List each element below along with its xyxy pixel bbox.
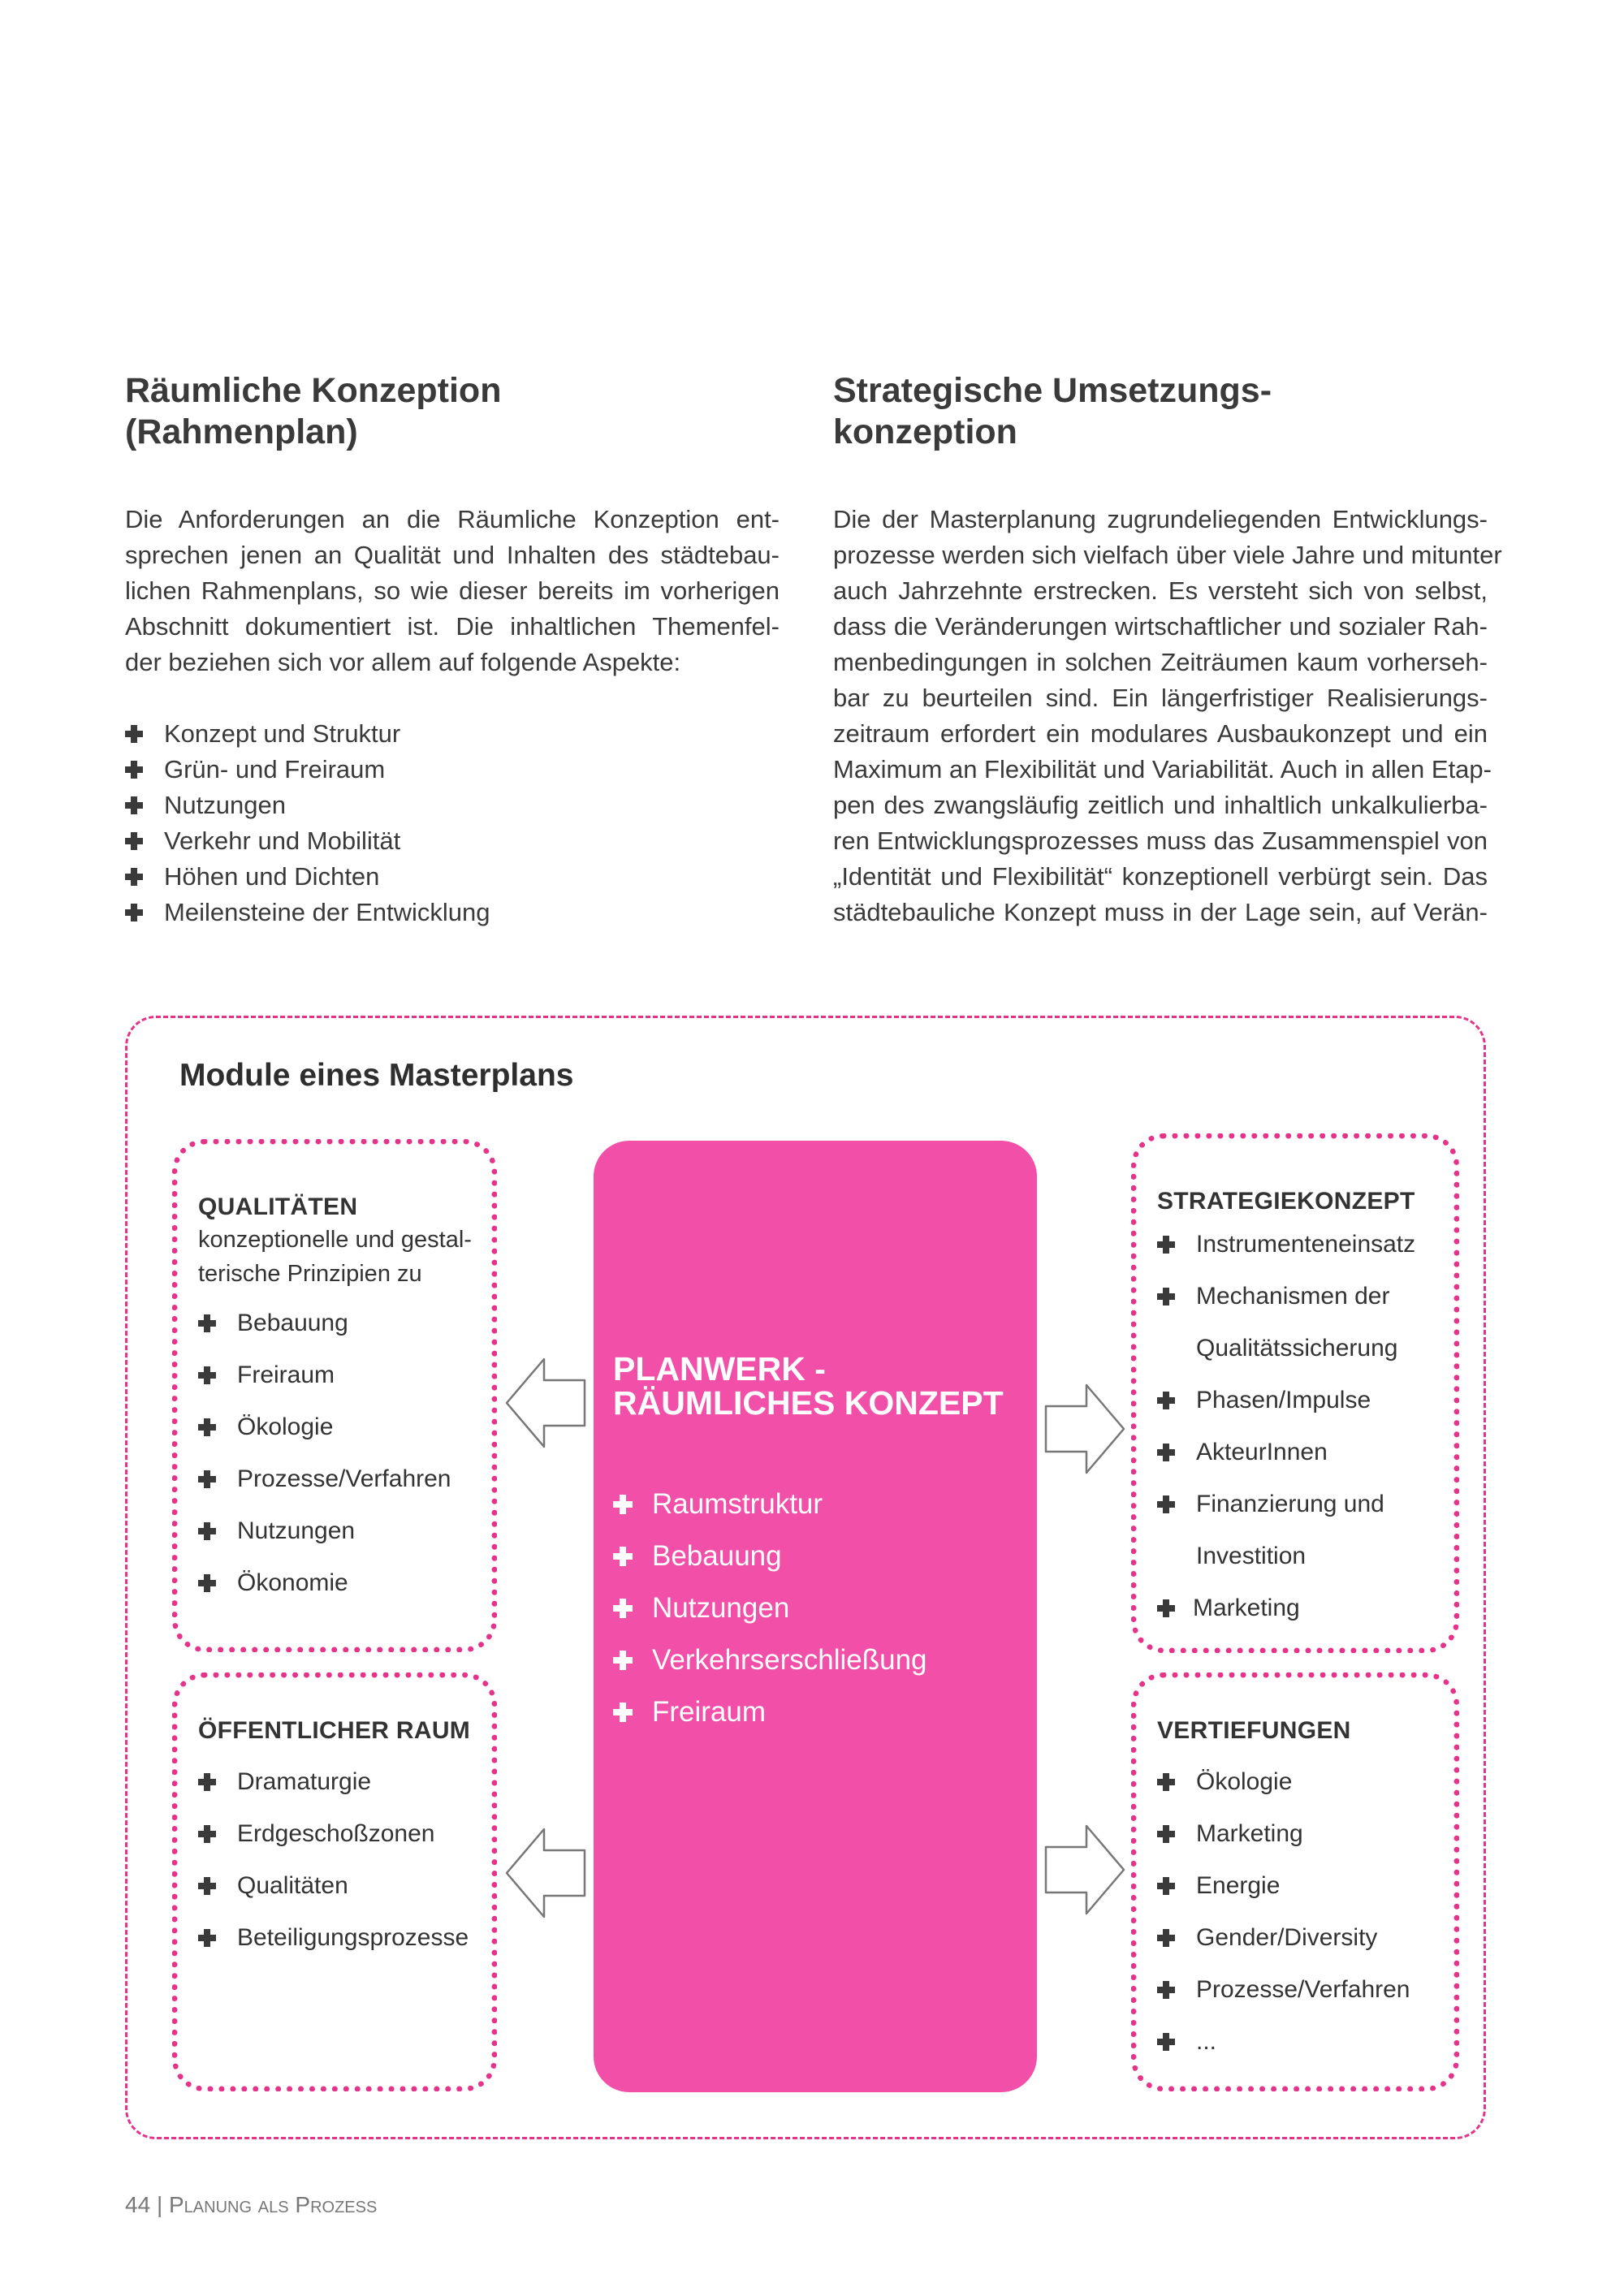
plus-icon [613, 1599, 633, 1618]
plus-icon [125, 796, 143, 814]
vertiefungen-list [1157, 1756, 1410, 2068]
qualitaeten-list [198, 1297, 472, 1609]
vertiefungen-box [1131, 1672, 1459, 2091]
strategiekonzept-box [1131, 1133, 1459, 1653]
plus-icon [613, 1651, 633, 1670]
plus-icon [198, 1418, 216, 1436]
plus-icon [1157, 1392, 1175, 1409]
right-column-paragraph: Die der Masterplanung zugrundeliegenden Entwicklungs- prozesse werden sich vielfach über viele Jahre und mitunter auch Jahrzehnte erstrecken. Es versteht sich von selbst, dass die Veränderungen wirtschaftlicher und sozialer Rah- menbedingungen in solchen Zeiträumen kaum vorherseh- bar zu beurteilen sind. Ein längerfristiger Realisierungs- zeitraum erfordert ein modulares Ausbaukonzept und ein Maximum an Flexibilität und Variabilität. Auch in allen Etap- pen des zwangsläufig zeitlich und inhaltlich unkalkulierba- ren Entwicklungsprozesses muss das Zusammenspiel von „Identität und Flexibilität“ konzeptionell verbürgt sein. Das städtebauliche Konzept muss in der Lage sein, auf Verän- [833, 505, 1502, 926]
plus-icon [613, 1495, 633, 1514]
list-item: Raumstruktur [613, 1480, 927, 1532]
list-item: Konzept und Struktur [125, 716, 780, 752]
plus-icon [198, 1366, 216, 1384]
list-item: Grün- und Freiraum [125, 752, 780, 788]
plus-icon [1157, 1981, 1175, 1999]
oeffentlicher-raum-list [198, 1756, 470, 1964]
box-title: QUALITÄTEN [198, 1193, 358, 1220]
list-item: Nutzungen [613, 1584, 927, 1636]
plus-icon [1157, 2033, 1175, 2051]
right-column-title: Strategische Umsetzungs- konzeption [833, 371, 1272, 451]
strategiekonzept-list [1157, 1219, 1415, 1634]
plus-icon [1157, 1773, 1175, 1791]
list-item: Höhen und Dichten [125, 859, 780, 895]
plus-icon [198, 1314, 216, 1332]
plus-icon [613, 1547, 633, 1566]
plus-icon [125, 868, 143, 886]
planwerk-center-block [594, 1141, 1037, 2092]
plus-icon [125, 904, 143, 921]
list-item: Ökologie [1157, 1756, 1410, 1808]
box-title: VERTIEFUNGEN [1157, 1717, 1351, 1744]
list-item: Prozesse/Verfahren [1157, 1964, 1410, 2016]
arrow-left-icon [502, 1824, 590, 1922]
box-title: STRATEGIEKONZEPT [1157, 1188, 1415, 1215]
plus-icon [198, 1877, 216, 1895]
list-item-continuation: Investition [1196, 1543, 1307, 1569]
list-item: Bebauung [198, 1297, 472, 1349]
list-item: Bebauung [613, 1532, 927, 1584]
list-item: Verkehr und Mobilität [125, 823, 780, 859]
section-name: Planung als Prozess [169, 2192, 378, 2217]
list-item: AkteurInnen [1157, 1426, 1415, 1478]
list-item: Energie [1157, 1860, 1410, 1912]
right-column [833, 370, 1502, 930]
oeffentlicher-raum-box [172, 1672, 497, 2091]
plus-icon [1157, 1877, 1175, 1895]
plus-icon [613, 1703, 633, 1722]
arrow-right-icon [1041, 1380, 1129, 1478]
plus-icon [198, 1470, 216, 1488]
plus-icon [1157, 1825, 1175, 1843]
center-title: PLANWERK - RÄUMLICHES KONZEPT [613, 1350, 1004, 1422]
list-item: Finanzierung und [1157, 1478, 1415, 1530]
list-item: Ökonomie [198, 1557, 472, 1609]
left-column-title: Räumliche Konzeption (Rahmenplan) [125, 371, 502, 451]
list-item: Instrumenteneinsatz [1157, 1219, 1415, 1271]
box-subtitle: konzeptionelle und gestal- terische Prinzipien zu [198, 1227, 472, 1287]
footer-separator: | [156, 2192, 163, 2217]
left-column-paragraph: Die Anforderungen an die Räumliche Konzeption ent- sprechen jenen an Qualität und Inhalten des städtebau- lichen Rahmenplans, so wie dieser bereits im vorherigen Abschnitt dokumentiert ist. Die inhaltlichen Themenfel- der beziehen sich vor allem auf folgende Aspekte: [125, 505, 780, 676]
list-item: Nutzungen [198, 1505, 472, 1557]
list-item: Qualitäten [198, 1860, 470, 1912]
left-column-bullet-list [125, 716, 780, 930]
qualitaeten-box [172, 1139, 497, 1652]
list-item: Ökologie [198, 1401, 472, 1453]
plus-icon [198, 1522, 216, 1540]
list-item: Phasen/Impulse [1157, 1375, 1415, 1426]
page-number: 44 [125, 2192, 151, 2217]
list-item: Gender/Diversity [1157, 1912, 1410, 1964]
plus-icon [125, 761, 143, 779]
list-item: Mechanismen der [1157, 1271, 1415, 1323]
plus-icon [125, 725, 143, 743]
plus-icon [1157, 1599, 1175, 1617]
page-footer [125, 2192, 377, 2218]
arrow-left-icon [502, 1354, 590, 1452]
plus-icon [1157, 1929, 1175, 1947]
diagram-title: Module eines Masterplans [179, 1058, 574, 1093]
list-item: Marketing [1157, 1808, 1410, 1860]
list-item: Erdgeschoßzonen [198, 1808, 470, 1860]
plus-icon [198, 1825, 216, 1843]
plus-icon [1157, 1444, 1175, 1461]
box-title: ÖFFENTLICHER RAUM [198, 1717, 471, 1744]
plus-icon [198, 1574, 216, 1592]
plus-icon [198, 1929, 216, 1947]
left-column [125, 370, 780, 930]
list-item: Marketing [1157, 1582, 1415, 1634]
list-item-continuation: Qualitätssicherung [1196, 1335, 1398, 1362]
plus-icon [125, 832, 143, 850]
list-item: Beteiligungsprozesse [198, 1912, 470, 1964]
list-item: Freiraum [198, 1349, 472, 1401]
list-item: Prozesse/Verfahren [198, 1453, 472, 1505]
list-item: Verkehrserschließung [613, 1636, 927, 1688]
list-item: Meilensteine der Entwicklung [125, 895, 780, 930]
plus-icon [1157, 1495, 1175, 1513]
plus-icon [198, 1773, 216, 1791]
center-list [613, 1480, 927, 1740]
list-item: Dramaturgie [198, 1756, 470, 1808]
plus-icon [1157, 1236, 1175, 1254]
plus-icon [1157, 1288, 1175, 1306]
list-item: Freiraum [613, 1688, 927, 1740]
arrow-right-icon [1041, 1821, 1129, 1918]
list-item: Nutzungen [125, 788, 780, 823]
list-item: ... [1157, 2016, 1410, 2068]
